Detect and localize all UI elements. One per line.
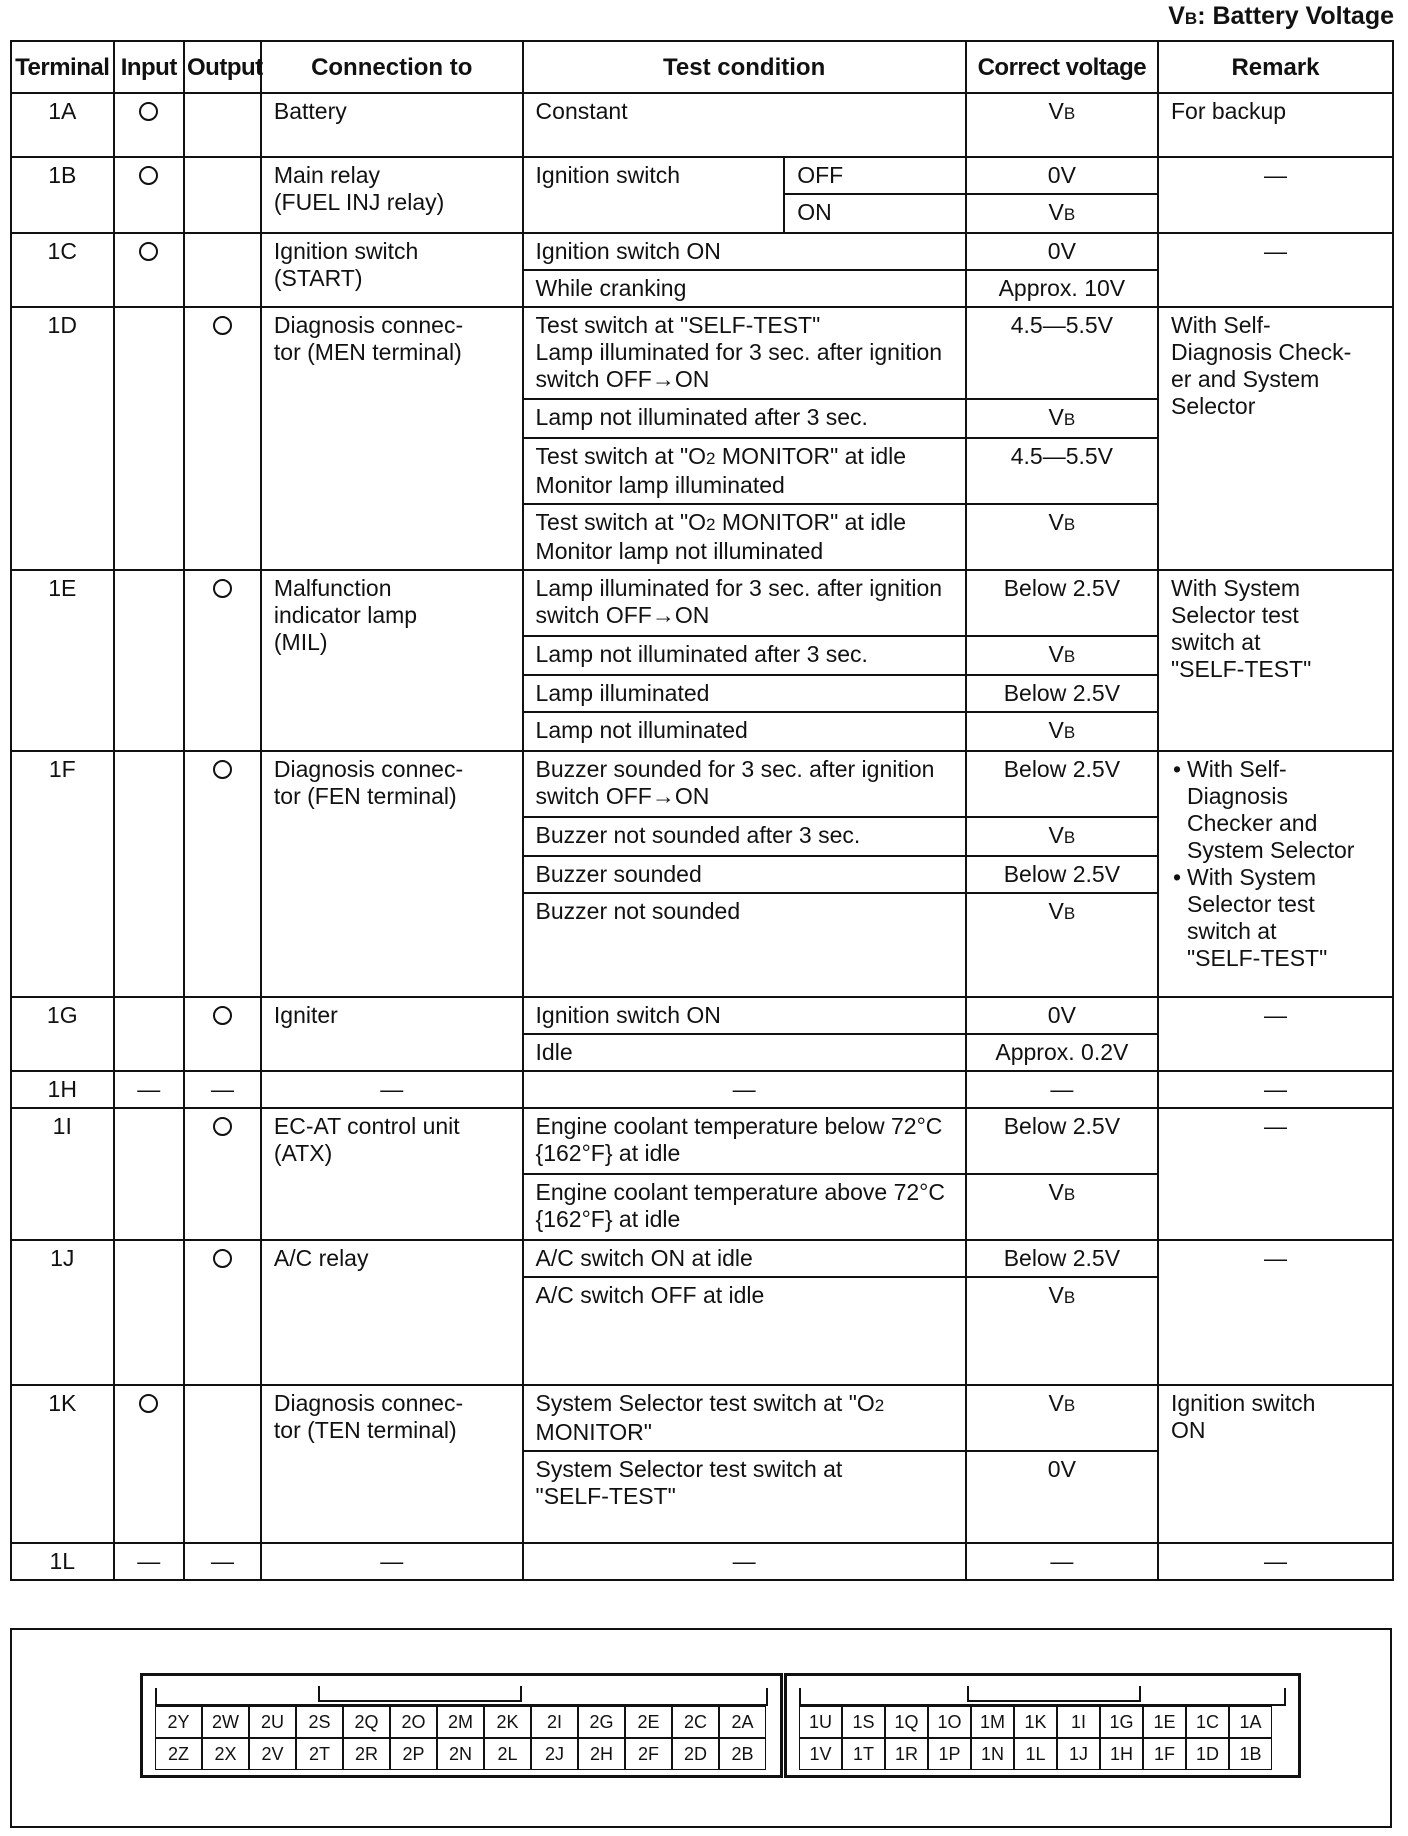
output-cell [184,1385,261,1543]
connector-pin: 1T [842,1738,885,1770]
remark-list [1171,756,1380,972]
connector-1 [784,1673,1301,1778]
connector-pin: 2E [625,1706,672,1738]
connector-pin: 2J [531,1738,578,1770]
connector-pin: 2U [249,1706,296,1738]
connection-cell: — [261,1543,523,1580]
condition-cell: Buzzer sounded for 3 sec. after ignition switch OFF→ON [523,751,966,817]
output-cell [184,93,261,157]
header-test-condition: Test condition [523,41,966,93]
voltage-cell: — [966,1071,1158,1108]
connector-pin: 2O [390,1706,437,1738]
connection-cell: Diagnosis connec- tor (MEN terminal) [261,307,523,570]
condition-cell: System Selector test switch at "SELF-TEST" [523,1451,966,1543]
voltage-cell: VB [966,1385,1158,1451]
table-row [11,93,1393,157]
connector-pin: 1E [1143,1706,1186,1738]
terminal-cell: 1H [11,1071,114,1108]
connector-pin: 2A [719,1706,766,1738]
voltage-cell: Below 2.5V [966,1240,1158,1277]
condition-cell: Ignition switch ON [523,997,966,1034]
table-row [11,1108,1393,1174]
table-row [11,157,1393,194]
remark-cell [1158,751,1393,997]
connector-pin: 1R [885,1738,928,1770]
connector-pin: 2G [578,1706,625,1738]
remark-cell: For backup [1158,93,1393,157]
table-row [11,1385,1393,1451]
condition-cell: A/C switch OFF at idle [523,1277,966,1385]
remark-cell: — [1158,233,1393,307]
voltage-cell: VB [966,194,1158,233]
header-input: Input [114,41,184,93]
condition-cell: Lamp not illuminated after 3 sec. [523,399,966,438]
header-connection: Connection to [261,41,523,93]
condition-cell: Engine coolant temperature below 72°C {162°F} at idle [523,1108,966,1174]
connector-pin: 2W [202,1706,249,1738]
connector-pin: 1I [1057,1706,1100,1738]
condition-cell: Ignition switch ON [523,233,966,270]
connector-notch [318,1686,522,1702]
table-row [11,1071,1393,1108]
input-cell [114,997,184,1071]
voltage-cell: 4.5—5.5V [966,307,1158,399]
connector-diagram [10,1628,1392,1828]
table-row [11,997,1393,1034]
output-cell [184,157,261,233]
output-cell: — [184,1071,261,1108]
connector-pin: 1J [1057,1738,1100,1770]
voltage-cell: VB [966,636,1158,675]
input-cell [114,307,184,570]
connection-cell: Igniter [261,997,523,1071]
condition-cell: Test switch at "O2 MONITOR" at idle Monitor lamp not illuminated [523,504,966,570]
output-cell [184,751,261,997]
voltage-cell: VB [966,712,1158,751]
output-cell [184,997,261,1071]
condition-sub-cell: ON [784,194,966,233]
connector-pin: 1V [799,1738,842,1770]
connector-pin: 1D [1186,1738,1229,1770]
header-output: Output [184,41,261,93]
connector-pin: 2H [578,1738,625,1770]
connector-pin: 2Z [155,1738,202,1770]
remark-cell: — [1158,997,1393,1071]
input-cell: — [114,1071,184,1108]
connection-cell: Diagnosis connec- tor (FEN terminal) [261,751,523,997]
connector-pin: 2P [390,1738,437,1770]
voltage-cell: Below 2.5V [966,1108,1158,1174]
input-cell [114,157,184,233]
header-correct-voltage: Correct voltage [966,41,1158,93]
list-item: • With System Selector test switch at "SELF-TEST" [1187,864,1380,972]
table-row [11,307,1393,399]
terminal-cell: 1A [11,93,114,157]
condition-cell: Constant [523,93,966,157]
circle-icon [139,102,158,121]
condition-cell: Buzzer sounded [523,856,966,893]
connector-pin: 1M [971,1706,1014,1738]
condition-cell: Lamp not illuminated after 3 sec. [523,636,966,675]
header-remark: Remark [1158,41,1393,93]
table-row [11,233,1393,270]
circle-icon [213,579,232,598]
remark-cell: — [1158,1543,1393,1580]
connection-cell: Diagnosis connec- tor (TEN terminal) [261,1385,523,1543]
circle-icon [213,316,232,335]
condition-cell: While cranking [523,270,966,307]
connector-pin: 2D [672,1738,719,1770]
connector-pin: 1O [928,1706,971,1738]
remark-cell: With System Selector test switch at "SELF-TEST" [1158,570,1393,751]
circle-icon [139,242,158,261]
table-row [11,751,1393,817]
condition-cell: Buzzer not sounded [523,893,966,997]
terminal-cell: 1E [11,570,114,751]
connection-cell: Battery [261,93,523,157]
connector-pin: 1B [1229,1738,1272,1770]
voltage-cell: 0V [966,157,1158,194]
connector-pin: 1C [1186,1706,1229,1738]
list-item: • With Self- Diagnosis Checker and System Selector [1187,756,1380,864]
circle-icon [213,1117,232,1136]
terminal-cell: 1D [11,307,114,570]
input-cell [114,570,184,751]
voltage-legend: VB: Battery Voltage [1168,2,1394,30]
condition-cell: Buzzer not sounded after 3 sec. [523,817,966,856]
connector-notch [967,1686,1141,1702]
condition-cell: — [523,1071,966,1108]
output-cell [184,307,261,570]
table-row [11,1543,1393,1580]
connector-pin: 2K [484,1706,531,1738]
terminal-voltage-table [10,40,1394,1581]
connector-pin: 2F [625,1738,672,1770]
connection-cell: Main relay (FUEL INJ relay) [261,157,523,233]
condition-cell: Lamp illuminated [523,675,966,712]
output-cell [184,1108,261,1240]
terminal-cell: 1I [11,1108,114,1240]
voltage-cell: VB [966,1174,1158,1240]
connector-pin: 1K [1014,1706,1057,1738]
connector-pin: 2S [296,1706,343,1738]
condition-cell: Lamp not illuminated [523,712,966,751]
condition-cell: System Selector test switch at "O2 MONITOR" [523,1385,966,1451]
connector-pin: 1U [799,1706,842,1738]
condition-cell: Test switch at "SELF-TEST" Lamp illuminated for 3 sec. after ignition switch OFF→ON [523,307,966,399]
voltage-cell: Below 2.5V [966,570,1158,636]
terminal-cell: 1B [11,157,114,233]
condition-cell: Idle [523,1034,966,1071]
connector-pin: 2V [249,1738,296,1770]
output-cell [184,1240,261,1385]
connector-pin: 1A [1229,1706,1272,1738]
voltage-cell: 4.5—5.5V [966,438,1158,504]
connector-2 [140,1673,783,1778]
remark-cell: Ignition switch ON [1158,1385,1393,1543]
connector-pin: 1P [928,1738,971,1770]
connector-pin: 2B [719,1738,766,1770]
connector-pin: 1F [1143,1738,1186,1770]
connector-pin: 1L [1014,1738,1057,1770]
connector-pin: 2M [437,1706,484,1738]
voltage-cell: VB [966,817,1158,856]
connector-pin: 2T [296,1738,343,1770]
connector-pin: 2Y [155,1706,202,1738]
connector-pin: 2C [672,1706,719,1738]
voltage-cell: 0V [966,997,1158,1034]
connector-pin: 2L [484,1738,531,1770]
connector-pin: 2Q [343,1706,390,1738]
voltage-cell: Below 2.5V [966,675,1158,712]
voltage-cell: VB [966,504,1158,570]
voltage-cell: Approx. 0.2V [966,1034,1158,1071]
voltage-cell: VB [966,1277,1158,1385]
condition-cell: — [523,1543,966,1580]
input-cell [114,751,184,997]
terminal-cell: 1K [11,1385,114,1543]
voltage-cell: 0V [966,1451,1158,1543]
connector-pin: 1Q [885,1706,928,1738]
terminal-cell: 1L [11,1543,114,1580]
connector-pin: 1G [1100,1706,1143,1738]
connector-pin: 1H [1100,1738,1143,1770]
condition-cell: Ignition switch [523,157,785,233]
condition-cell: Lamp illuminated for 3 sec. after ignition switch OFF→ON [523,570,966,636]
input-cell: — [114,1543,184,1580]
terminal-cell: 1G [11,997,114,1071]
circle-icon [213,1006,232,1025]
voltage-cell: Approx. 10V [966,270,1158,307]
condition-cell: Engine coolant temperature above 72°C {162°F} at idle [523,1174,966,1240]
connection-cell: Malfunction indicator lamp (MIL) [261,570,523,751]
condition-sub-cell: OFF [784,157,966,194]
remark-cell: — [1158,157,1393,233]
voltage-cell: VB [966,93,1158,157]
connection-cell: A/C relay [261,1240,523,1385]
header-row [11,41,1393,93]
condition-cell: Test switch at "O2 MONITOR" at idle Monitor lamp illuminated [523,438,966,504]
voltage-cell: 0V [966,233,1158,270]
connector-2-pins [155,1706,768,1770]
table-row [11,570,1393,636]
terminal-cell: 1F [11,751,114,997]
voltage-cell: Below 2.5V [966,751,1158,817]
remark-cell: — [1158,1108,1393,1240]
voltage-cell: VB [966,893,1158,997]
remark-cell: — [1158,1240,1393,1385]
output-cell [184,570,261,751]
input-cell [114,93,184,157]
connector-1-pins [799,1706,1286,1770]
terminal-cell: 1J [11,1240,114,1385]
circle-icon [213,760,232,779]
connector-pin: 2X [202,1738,249,1770]
voltage-cell: VB [966,399,1158,438]
output-cell [184,233,261,307]
circle-icon [139,1394,158,1413]
input-cell [114,233,184,307]
circle-icon [213,1249,232,1268]
input-cell [114,1108,184,1240]
input-cell [114,1385,184,1543]
voltage-cell: — [966,1543,1158,1580]
input-cell [114,1240,184,1385]
connector-pin: 1N [971,1738,1014,1770]
condition-cell: A/C switch ON at idle [523,1240,966,1277]
connector-pin: 2N [437,1738,484,1770]
remark-cell: With Self- Diagnosis Check- er and System Selector [1158,307,1393,570]
table-row [11,1240,1393,1277]
connection-cell: Ignition switch (START) [261,233,523,307]
remark-cell: — [1158,1071,1393,1108]
connector-pin: 1S [842,1706,885,1738]
connector-pin: 2I [531,1706,578,1738]
connection-cell: — [261,1071,523,1108]
header-terminal: Terminal [11,41,114,93]
output-cell: — [184,1543,261,1580]
voltage-cell: Below 2.5V [966,856,1158,893]
circle-icon [139,166,158,185]
connection-cell: EC-AT control unit (ATX) [261,1108,523,1240]
connector-pin: 2R [343,1738,390,1770]
terminal-cell: 1C [11,233,114,307]
